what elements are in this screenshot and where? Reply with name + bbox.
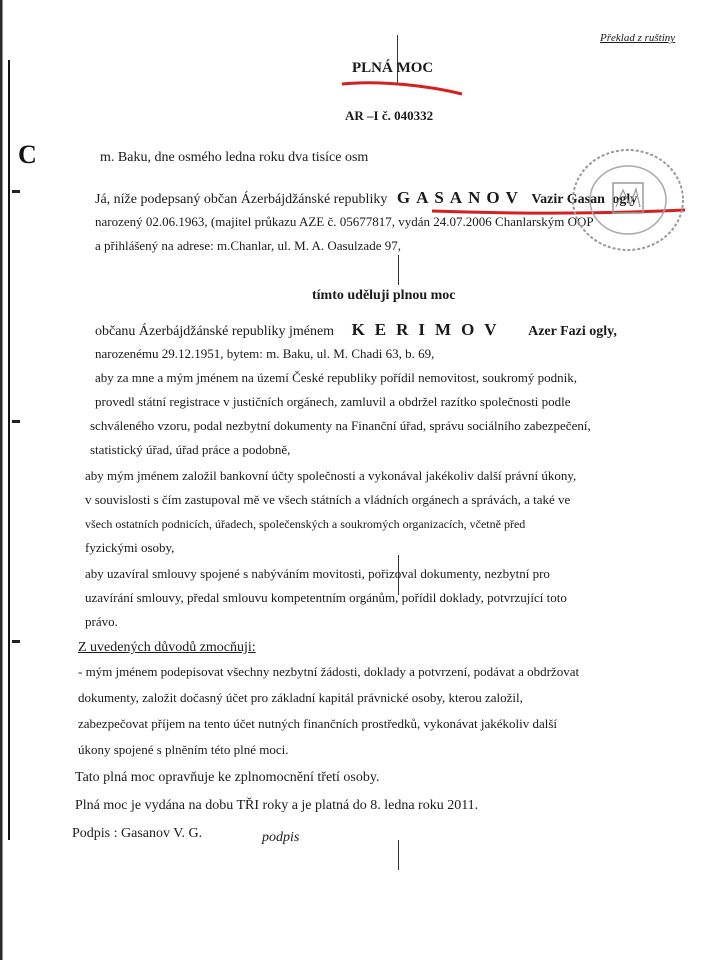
agent-surname: KERIMOV bbox=[351, 320, 507, 339]
principal-intro: Já, níže podepsaný občan Ázerbájdžánské republiky bbox=[95, 192, 388, 207]
body-line: statistický úřad, úřad práce a podobně, bbox=[90, 442, 291, 457]
list-line: dokumenty, založit dočasný účet pro základní kapitál právnické osoby, kterou založil, bbox=[78, 690, 523, 705]
place-date: m. Baku, dne osmého ledna roku dva tisíce osm bbox=[100, 150, 369, 165]
signature-value: podpis bbox=[262, 830, 300, 845]
title-red-underline bbox=[340, 78, 465, 98]
body-line: aby uzavíral smlouvy spojené s nabýváním movitosti, pořizoval dokumenty, nezbytní pro bbox=[85, 566, 550, 581]
list-line: zabezpečovat příjem na tento účet nutných finančních prostředků, vykonávat jakékoliv další bbox=[78, 716, 558, 731]
body-line: aby za mne a mým jménem na území České republiky pořídil nemovitost, soukromý podnik, bbox=[95, 370, 577, 385]
body-line: všech ostatních podnicích, úřadech, společenských a soukromých organizacích, včetně před bbox=[85, 517, 526, 531]
margin-tick bbox=[12, 640, 20, 643]
margin-tick bbox=[12, 190, 20, 193]
principal-line-3: a přihlášený na adrese: m.Chanlar, ul. M. A. Oasulzade 97, bbox=[95, 238, 401, 253]
body-line: provedl státní registrace v justičních orgánech, zamluvil a obdržel razítko společnosti podle bbox=[95, 394, 571, 409]
agent-line-1 bbox=[95, 322, 617, 340]
binding-line bbox=[8, 60, 10, 840]
grant-heading: tímto uděluji plnou moc bbox=[312, 288, 456, 303]
margin-tick bbox=[12, 420, 20, 423]
document-number: AR –I č. 040332 bbox=[345, 108, 434, 123]
margin-mark: C bbox=[18, 140, 37, 169]
closing-line: Tato plná moc opravňuje ke zplnomocnění třetí osoby. bbox=[75, 770, 380, 785]
body-line: uzavírání smlouvy, předal smlouvu kompetentním orgánům, pořídil doklady, potvrzující toto bbox=[85, 590, 567, 605]
principal-suffix: ogly bbox=[612, 192, 638, 207]
signature-label: Podpis : Gasanov V. G. bbox=[72, 826, 203, 841]
heading-authorization: Z uvedených důvodů zmocňuji: bbox=[78, 640, 256, 655]
closing-line: Plná moc je vydána na dobu TŘI roky a je platná do 8. ledna roku 2011. bbox=[75, 798, 479, 813]
body-line: právo. bbox=[85, 614, 118, 629]
fold-line bbox=[398, 255, 399, 285]
agent-intro: občanu Ázerbájdžánské republiky jménem bbox=[95, 324, 335, 339]
body-line: v souvislosti s čím zastupoval mě ve všech státních a vládních orgánech a správách, a také ve bbox=[85, 492, 571, 507]
principal-line-2: narozený 02.06.1963, (majitel průkazu AZE č. 05677817, vydán 24.07.2006 Chanlarským OOP bbox=[95, 214, 594, 229]
list-line: - mým jménem podepisovat všechny nezbytní žádosti, doklady a potvrzení, podávat a obdržovat bbox=[78, 664, 580, 679]
body-line: fyzickými osoby, bbox=[85, 540, 175, 555]
list-line: úkony spojené s plněním této plné moci. bbox=[78, 742, 289, 757]
principal-surname: GASANOV bbox=[396, 188, 524, 207]
fold-line bbox=[398, 840, 399, 870]
scan-edge bbox=[0, 0, 14, 960]
body-line: aby mým jménem založil bankovní účty společnosti a vykonával jakékoliv další právní úkony, bbox=[85, 468, 577, 483]
agent-line-2: narozenému 29.12.1951, bytem: m. Baku, ul. M. Chadi 63, b. 69, bbox=[95, 346, 435, 361]
principal-given: Vazir Gasan bbox=[531, 192, 605, 207]
corner-note: Překlad z ruštiny bbox=[600, 32, 676, 44]
official-stamp bbox=[568, 145, 688, 255]
agent-given: Azer Fazi ogly, bbox=[528, 324, 617, 339]
document-title: PLNÁ MOC bbox=[352, 60, 434, 76]
body-line: schváleného vzoru, podal nezbytní dokumenty na Finanční úřad, správu sociálního zabezpečení, bbox=[90, 418, 591, 433]
